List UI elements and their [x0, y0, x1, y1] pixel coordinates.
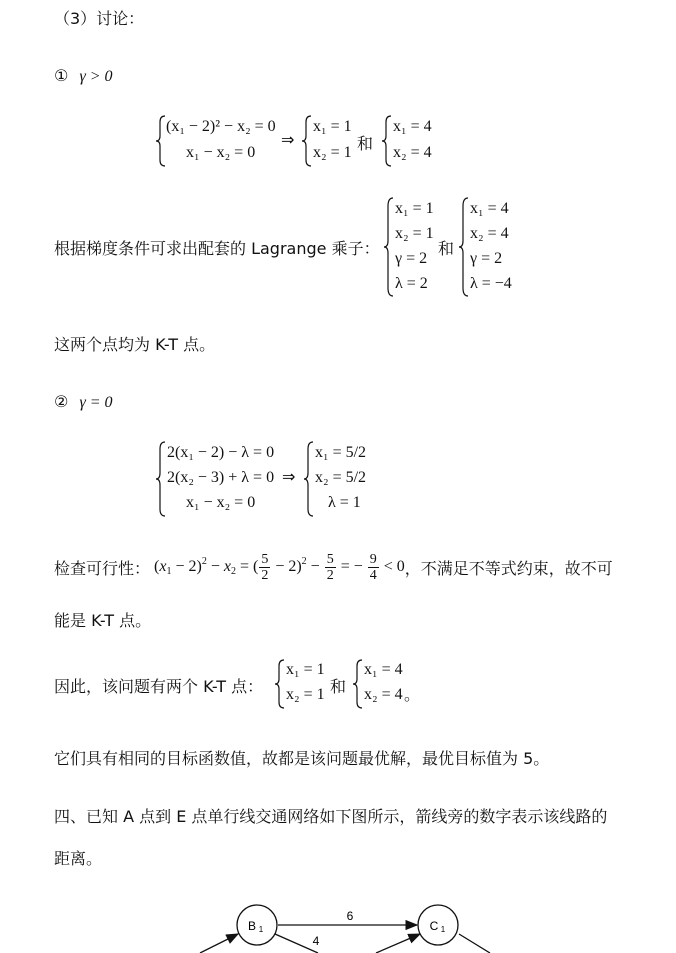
check-expression: $(x_1 - 2)^2 - x_2$ = ( $\frac{5}{2}$ − 2)$^2$ − $\frac{5}{2}$ = − $\frac{9}{4}$ < 0: [154, 551, 405, 583]
result-sol1-row1: x₁ = 1: [286, 661, 325, 678]
case2-system-equations: [156, 440, 286, 520]
and-word: 和: [330, 677, 347, 696]
case1-marker: ①: [54, 66, 69, 85]
mult2-row1: x₁ = 4: [470, 200, 509, 217]
result-sol2-row2: x₂ = 4: [364, 686, 403, 703]
result-sol2-row1: x₁ = 4: [364, 661, 403, 678]
result-end: 。: [404, 685, 421, 704]
mult1-row3: γ = 2: [395, 250, 428, 267]
case2-sol-row1: x₁ = 5/2: [315, 444, 367, 461]
edge-a-b1: [200, 934, 238, 953]
result-solution-1: [275, 658, 335, 712]
case1-solution-1: [302, 114, 362, 170]
case1-condition: γ > 0: [79, 68, 113, 85]
node-b1: [237, 905, 277, 945]
case1-eq2: x₁ − x₂ = 0: [186, 144, 256, 161]
feasibility-check-line: [54, 547, 613, 587]
multiplier-set-1: [384, 196, 444, 300]
left-brace-icon: [156, 440, 166, 518]
left-brace-icon: [459, 196, 469, 298]
svg-text:1: 1: [258, 925, 264, 934]
case1-solution-2: [382, 114, 442, 170]
case1-label: [54, 66, 113, 86]
node-c1: [418, 905, 458, 945]
mult2-row4: λ = −4: [470, 275, 512, 292]
problem4-line1: 四、已知 A 点到 E 点单行线交通网络如下图所示，箭线旁的数字表示该线路的: [54, 807, 608, 826]
sol2-row1: x₁ = 4: [393, 118, 432, 135]
check-line2: 能是 K-T 点。: [54, 611, 152, 630]
section-heading: （3）讨论：: [54, 9, 145, 28]
case2-eq3: x₁ − x₂ = 0: [186, 494, 256, 511]
left-brace-icon: [302, 114, 312, 168]
svg-text:1: 1: [440, 925, 446, 934]
left-brace-icon: [382, 114, 392, 168]
mult1-row4: λ = 2: [395, 275, 428, 292]
case2-eq1: 2(x₁ − 2) − λ = 0: [167, 444, 275, 461]
result-prefix: 因此，该问题有两个 K-T 点：: [54, 677, 264, 696]
result-summary: 它们具有相同的目标函数值，故都是该问题最优解，最优目标值为 5。: [54, 749, 550, 768]
edge-label-b1-c1: 6: [346, 909, 354, 923]
svg-text:C: C: [429, 919, 439, 933]
svg-text:B: B: [247, 919, 257, 933]
case1-conclusion: 这两个点均为 K-T 点。: [54, 335, 216, 354]
implies-arrow-icon: ⇒: [281, 130, 295, 149]
result-sol1-row2: x₂ = 1: [286, 686, 325, 703]
case2-condition: γ = 0: [79, 394, 113, 411]
case2-marker: ②: [54, 392, 69, 411]
case2-label: [54, 392, 113, 412]
case2-sol-row3: λ = 1: [328, 494, 361, 511]
network-diagram: [0, 890, 676, 953]
mult1-row1: x₁ = 1: [395, 200, 434, 217]
left-brace-icon: [156, 114, 166, 168]
case2-solution: [304, 440, 384, 520]
sol2-row2: x₂ = 4: [393, 144, 432, 161]
and-word: 和: [438, 239, 455, 258]
left-brace-icon: [275, 658, 285, 710]
mult2-row3: γ = 2: [470, 250, 503, 267]
left-brace-icon: [353, 658, 363, 710]
edge-b1-down: [275, 934, 318, 953]
case1-eq1: (x₁ − 2)² − x₂ = 0: [166, 118, 276, 135]
mult2-row2: x₂ = 4: [470, 225, 509, 242]
sol1-row2: x₂ = 1: [313, 144, 352, 161]
edge-c1-out: [459, 934, 490, 953]
left-brace-icon: [384, 196, 394, 298]
check-label: 检查可行性：: [54, 558, 151, 578]
and-word: 和: [357, 134, 374, 153]
case2-eq2: 2(x₂ − 3) + λ = 0: [167, 469, 275, 486]
mult1-row2: x₂ = 1: [395, 225, 434, 242]
implies-arrow-icon: ⇒: [282, 467, 296, 486]
edge-into-c1: [376, 934, 420, 953]
case2-sol-row2: x₂ = 5/2: [315, 469, 367, 486]
check-tail: ，不满足不等式约束，故不可: [404, 558, 613, 578]
multiplier-set-2: [459, 196, 529, 300]
edge-label-b1-down: 4: [312, 934, 320, 948]
sol1-row1: x₁ = 1: [313, 118, 352, 135]
left-brace-icon: [304, 440, 314, 518]
problem4-line2: 距离。: [54, 849, 103, 868]
lagrange-text: 根据梯度条件可求出配套的 Lagrange 乘子：: [54, 239, 380, 258]
